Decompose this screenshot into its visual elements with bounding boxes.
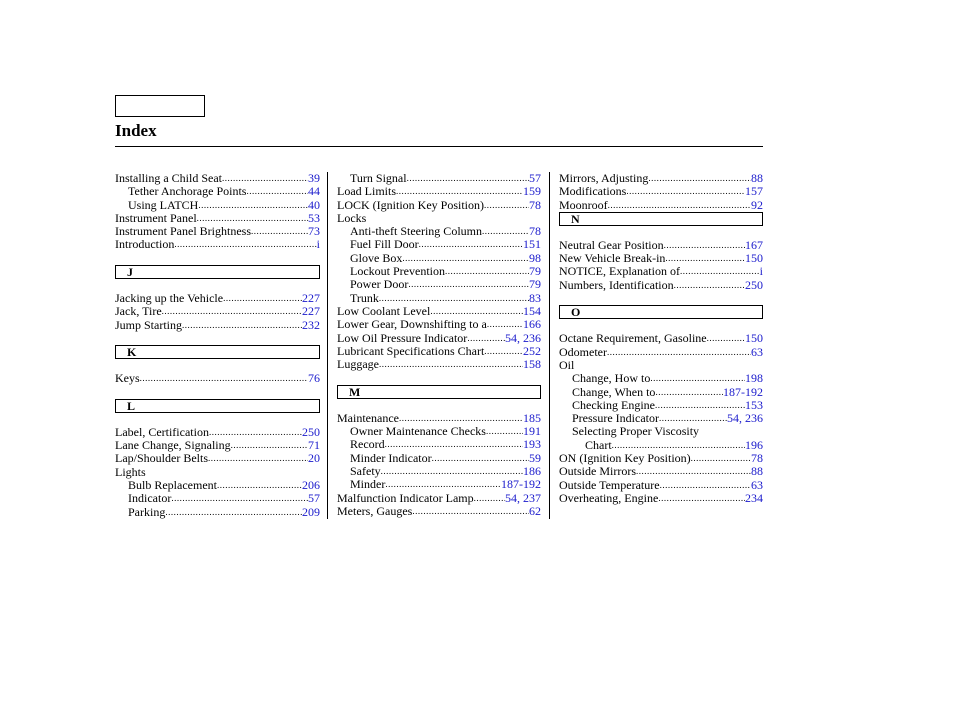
index-entry [115, 452, 320, 465]
page-link[interactable]: 98 [529, 250, 541, 265]
entry-label: Power Door [350, 277, 409, 292]
index-entry [115, 199, 320, 212]
entry-label: Introduction [115, 237, 175, 252]
section-tab-box [115, 95, 205, 117]
page-link[interactable]: 193 [523, 437, 541, 452]
page-link[interactable]: 227 [302, 291, 320, 306]
index-entry [337, 492, 541, 505]
dot-leader [140, 372, 308, 385]
entry-label: Locks [337, 210, 367, 225]
dot-leader [487, 318, 523, 331]
dot-leader [407, 172, 529, 185]
index-entry [115, 305, 320, 318]
index-entry [115, 426, 320, 439]
entry-label: Oil [559, 357, 575, 372]
entry-label: Anti-theft Steering Column [350, 224, 482, 239]
section-letter-header: N [559, 212, 763, 226]
page-link[interactable]: 186 [523, 463, 541, 478]
index-entry [115, 172, 320, 185]
index-entry [559, 265, 763, 278]
page-link[interactable]: 166 [523, 317, 541, 332]
dot-leader [484, 345, 523, 358]
spacer [115, 386, 320, 399]
entry-label: Pressure Indicator [572, 411, 659, 426]
dot-leader [381, 465, 523, 478]
entry-label: Outside Temperature [559, 477, 660, 492]
entry-label: Glove Box [350, 250, 403, 265]
dot-leader [217, 479, 302, 492]
index-entry [559, 199, 763, 212]
page-link[interactable]: 209 [302, 504, 320, 519]
index-entry [559, 279, 763, 292]
entry-label: Change, How to [572, 371, 651, 386]
page-link[interactable]: 78 [529, 224, 541, 239]
page-link[interactable]: 79 [529, 264, 541, 279]
spacer [559, 292, 763, 305]
dot-leader [379, 292, 529, 305]
index-column-2 [337, 172, 541, 518]
dot-leader [385, 438, 523, 451]
dot-leader [419, 238, 523, 251]
dot-leader [655, 399, 745, 412]
page-link[interactable]: 206 [302, 478, 320, 493]
entry-label: Outside Mirrors [559, 464, 636, 479]
index-entry [559, 412, 763, 425]
index-entry [337, 358, 541, 371]
entry-label: Lower Gear, Downshifting to a [337, 317, 487, 332]
index-entry [559, 492, 763, 505]
entry-label: Mirrors, Adjusting [559, 171, 649, 185]
entry-label: Checking Engine [572, 397, 655, 412]
page-link[interactable]: 198 [745, 371, 763, 386]
dot-leader [467, 332, 505, 345]
page-link[interactable]: 185 [523, 410, 541, 425]
page-link[interactable]: 88 [751, 464, 763, 479]
dot-leader [430, 305, 523, 318]
spacer [337, 371, 541, 384]
index-entry [337, 185, 541, 198]
dot-leader [171, 492, 308, 505]
index-entry [115, 225, 320, 238]
page-link[interactable]: 196 [745, 437, 763, 452]
dot-leader [484, 199, 529, 212]
entry-label: Trunk [350, 290, 379, 305]
index-entry [337, 238, 541, 251]
dot-leader [432, 452, 529, 465]
index-entry [115, 212, 320, 225]
index-entry [337, 252, 541, 265]
entry-label: Meters, Gauges [337, 503, 413, 518]
index-entry [559, 399, 763, 412]
dot-leader [198, 199, 308, 212]
page-link[interactable]: 71 [308, 438, 320, 453]
index-entry [337, 305, 541, 318]
dot-leader [396, 185, 523, 198]
page-link[interactable]: 54, 237 [505, 490, 541, 505]
entry-label: Odometer [559, 344, 607, 359]
index-entry [337, 438, 541, 451]
page-link[interactable]: 44 [308, 184, 320, 199]
entry-label: Keys [115, 371, 140, 386]
entry-label: Numbers, Identification [559, 277, 674, 292]
page-link[interactable]: 73 [308, 224, 320, 239]
entry-label: Lane Change, Signaling [115, 438, 231, 453]
index-entry [337, 318, 541, 331]
entry-label: Label, Certification [115, 424, 209, 439]
dot-leader [231, 439, 308, 452]
index-entry [559, 425, 763, 438]
dot-leader [251, 225, 308, 238]
spacer [115, 332, 320, 345]
page-title: Index [115, 121, 157, 140]
page-link[interactable]: 54, 236 [727, 411, 763, 426]
page-link[interactable]: 158 [523, 357, 541, 372]
entry-label: Jacking up the Vehicle [115, 291, 224, 306]
dot-leader [182, 319, 302, 332]
entry-label: Low Oil Pressure Indicator [337, 330, 468, 345]
column-separator [549, 172, 550, 519]
index-entry [559, 252, 763, 265]
entry-label: ON (Ignition Key Position) [559, 451, 691, 466]
dot-leader [486, 425, 523, 438]
page-link[interactable]: 151 [523, 237, 541, 252]
index-entry [115, 319, 320, 332]
section-letter-header: M [337, 385, 541, 399]
dot-leader [385, 478, 501, 491]
entry-label: Jack, Tire [115, 304, 162, 319]
page-link[interactable]: 250 [745, 277, 763, 292]
dot-leader [659, 412, 727, 425]
entry-label: Octane Requirement, Gasoline [559, 331, 707, 346]
page-link[interactable]: 187-192 [723, 384, 763, 399]
index-entry [115, 479, 320, 492]
page-link[interactable]: 154 [523, 303, 541, 318]
index-entry [559, 172, 763, 185]
page-link[interactable]: 167 [745, 237, 763, 252]
entry-label: LOCK (Ignition Key Position) [337, 197, 484, 212]
index-entry [115, 466, 320, 479]
entry-label: Fuel Fill Door [350, 237, 419, 252]
entry-label: Luggage [337, 357, 379, 372]
index-entry [559, 452, 763, 465]
page-link[interactable]: 57 [529, 171, 541, 185]
entry-label: Neutral Gear Position [559, 237, 664, 252]
dot-leader [222, 172, 308, 185]
index-entry [337, 265, 541, 278]
dot-leader [162, 305, 302, 318]
entry-label: Using LATCH [128, 197, 199, 212]
page-link[interactable]: 153 [745, 397, 763, 412]
section-letter-header: L [115, 399, 320, 413]
dot-leader [655, 386, 723, 399]
index-entry [115, 492, 320, 505]
dot-leader [707, 332, 745, 345]
dot-leader [650, 372, 745, 385]
dot-leader [408, 278, 529, 291]
dot-leader [174, 238, 316, 251]
page-link[interactable]: 54, 236 [505, 330, 541, 345]
index-entry [115, 506, 320, 519]
page-link[interactable]: 63 [751, 344, 763, 359]
entry-label: Record [350, 437, 385, 452]
index-entry [337, 199, 541, 212]
entry-label: Instrument Panel Brightness [115, 224, 251, 239]
index-entry [337, 345, 541, 358]
index-entry [559, 479, 763, 492]
page-link[interactable]: 250 [302, 424, 320, 439]
page-link[interactable]: 234 [745, 490, 763, 505]
page-link[interactable]: 159 [523, 184, 541, 199]
entry-label: New Vehicle Break-in [559, 251, 666, 266]
dot-leader [474, 492, 505, 505]
dot-leader [445, 265, 529, 278]
page-link[interactable]: 252 [523, 343, 541, 358]
section-letter-header: O [559, 305, 763, 319]
dot-leader [680, 265, 760, 278]
dot-leader [165, 506, 302, 519]
dot-leader [665, 252, 745, 265]
dot-leader [223, 292, 302, 305]
entry-label: Safety [350, 463, 381, 478]
index-entry [337, 332, 541, 345]
spacer [115, 252, 320, 265]
dot-leader [674, 279, 745, 292]
entry-label: Owner Maintenance Checks [350, 424, 486, 439]
page-link[interactable]: 92 [751, 197, 763, 212]
entry-label: NOTICE, Explanation of [559, 264, 680, 279]
dot-leader [607, 346, 751, 359]
index-entry [559, 239, 763, 252]
index-entry [559, 332, 763, 345]
index-entry [559, 346, 763, 359]
page-link[interactable]: 88 [751, 171, 763, 185]
page-link[interactable]: 79 [529, 277, 541, 292]
dot-leader [626, 185, 745, 198]
index-entry [115, 238, 320, 251]
index-entry [337, 172, 541, 185]
page-link[interactable]: 187-192 [501, 477, 541, 492]
page-link[interactable]: 227 [302, 304, 320, 319]
page-link[interactable]: i [759, 264, 763, 279]
dot-leader [648, 172, 751, 185]
dot-leader [608, 199, 751, 212]
page-link[interactable]: i [316, 237, 320, 252]
dot-leader [691, 452, 751, 465]
index-entry [115, 372, 320, 385]
index-entry [115, 439, 320, 452]
dot-leader [482, 225, 529, 238]
page-link[interactable]: 40 [308, 197, 320, 212]
index-entry [337, 212, 541, 225]
dot-leader [658, 492, 745, 505]
page-link[interactable]: 63 [751, 477, 763, 492]
column-separator [327, 172, 328, 519]
index-entry [337, 452, 541, 465]
page-link[interactable]: 150 [745, 331, 763, 346]
dot-leader [402, 252, 529, 265]
index-entry [115, 292, 320, 305]
section-letter-header: K [115, 345, 320, 359]
dot-leader [636, 465, 751, 478]
dot-leader [197, 212, 308, 225]
page-link[interactable]: 76 [308, 371, 320, 386]
page-link[interactable]: 39 [308, 171, 320, 185]
entry-label: Parking [128, 504, 166, 519]
dot-leader [399, 412, 523, 425]
index-entry [337, 425, 541, 438]
entry-label: Lubricant Specifications Chart [337, 343, 485, 358]
index-entry [337, 278, 541, 291]
index-entry [337, 412, 541, 425]
index-entry [337, 292, 541, 305]
page-link[interactable]: 20 [308, 451, 320, 466]
entry-label: Lights [115, 464, 146, 479]
index-column-1 [115, 172, 320, 519]
entry-label: Tether Anchorage Points [128, 184, 247, 199]
index-column-3 [559, 172, 763, 505]
index-entry [337, 225, 541, 238]
page-link[interactable]: 83 [529, 290, 541, 305]
dot-leader [246, 185, 308, 198]
dot-leader [208, 452, 308, 465]
entry-label: Modifications [559, 184, 627, 199]
entry-label: Maintenance [337, 410, 399, 425]
entry-label: Low Coolant Level [337, 303, 431, 318]
entry-label: Jump Starting [115, 317, 183, 332]
entry-label: Moonroof [559, 197, 608, 212]
index-entry [559, 185, 763, 198]
index-entry [559, 439, 763, 452]
entry-label: Malfunction Indicator Lamp [337, 490, 474, 505]
entry-label: Installing a Child Seat [115, 171, 222, 185]
page-link[interactable]: 53 [308, 210, 320, 225]
page-link[interactable]: 157 [745, 184, 763, 199]
entry-label: Turn Signal [350, 171, 407, 185]
entry-label: Lap/Shoulder Belts [115, 451, 208, 466]
index-entry [337, 505, 541, 518]
page-link[interactable]: 59 [529, 450, 541, 465]
entry-label: Indicator [128, 491, 172, 506]
dot-leader [612, 439, 745, 452]
entry-label: Chart [585, 437, 612, 452]
page-link[interactable]: 78 [751, 451, 763, 466]
index-entry [337, 478, 541, 491]
page-link[interactable]: 191 [523, 424, 541, 439]
entry-label: Instrument Panel [115, 210, 197, 225]
index-entry [337, 465, 541, 478]
dot-leader [660, 479, 751, 492]
dot-leader [209, 426, 302, 439]
index-entry [559, 359, 763, 372]
dot-leader [664, 239, 745, 252]
index-entry [559, 372, 763, 385]
section-letter-header: J [115, 265, 320, 279]
entry-label: Load Limits [337, 184, 396, 199]
page-link[interactable]: 150 [745, 251, 763, 266]
page-link[interactable]: 232 [302, 317, 320, 332]
entry-label: Bulb Replacement [128, 478, 217, 493]
index-entry [559, 465, 763, 478]
index-entry [559, 386, 763, 399]
entry-label: Minder [350, 477, 386, 492]
dot-leader [412, 505, 529, 518]
entry-label: Minder Indicator [350, 450, 432, 465]
page-link[interactable]: 57 [308, 491, 320, 506]
entry-label: Selecting Proper Viscosity [572, 424, 700, 439]
page-link[interactable]: 62 [529, 503, 541, 518]
index-entry [115, 185, 320, 198]
title-rule [115, 146, 763, 147]
entry-label: Lockout Prevention [350, 264, 445, 279]
entry-label: Overheating, Engine [559, 490, 659, 505]
dot-leader [379, 358, 523, 371]
page-link[interactable]: 78 [529, 197, 541, 212]
entry-label: Change, When to [572, 384, 656, 399]
